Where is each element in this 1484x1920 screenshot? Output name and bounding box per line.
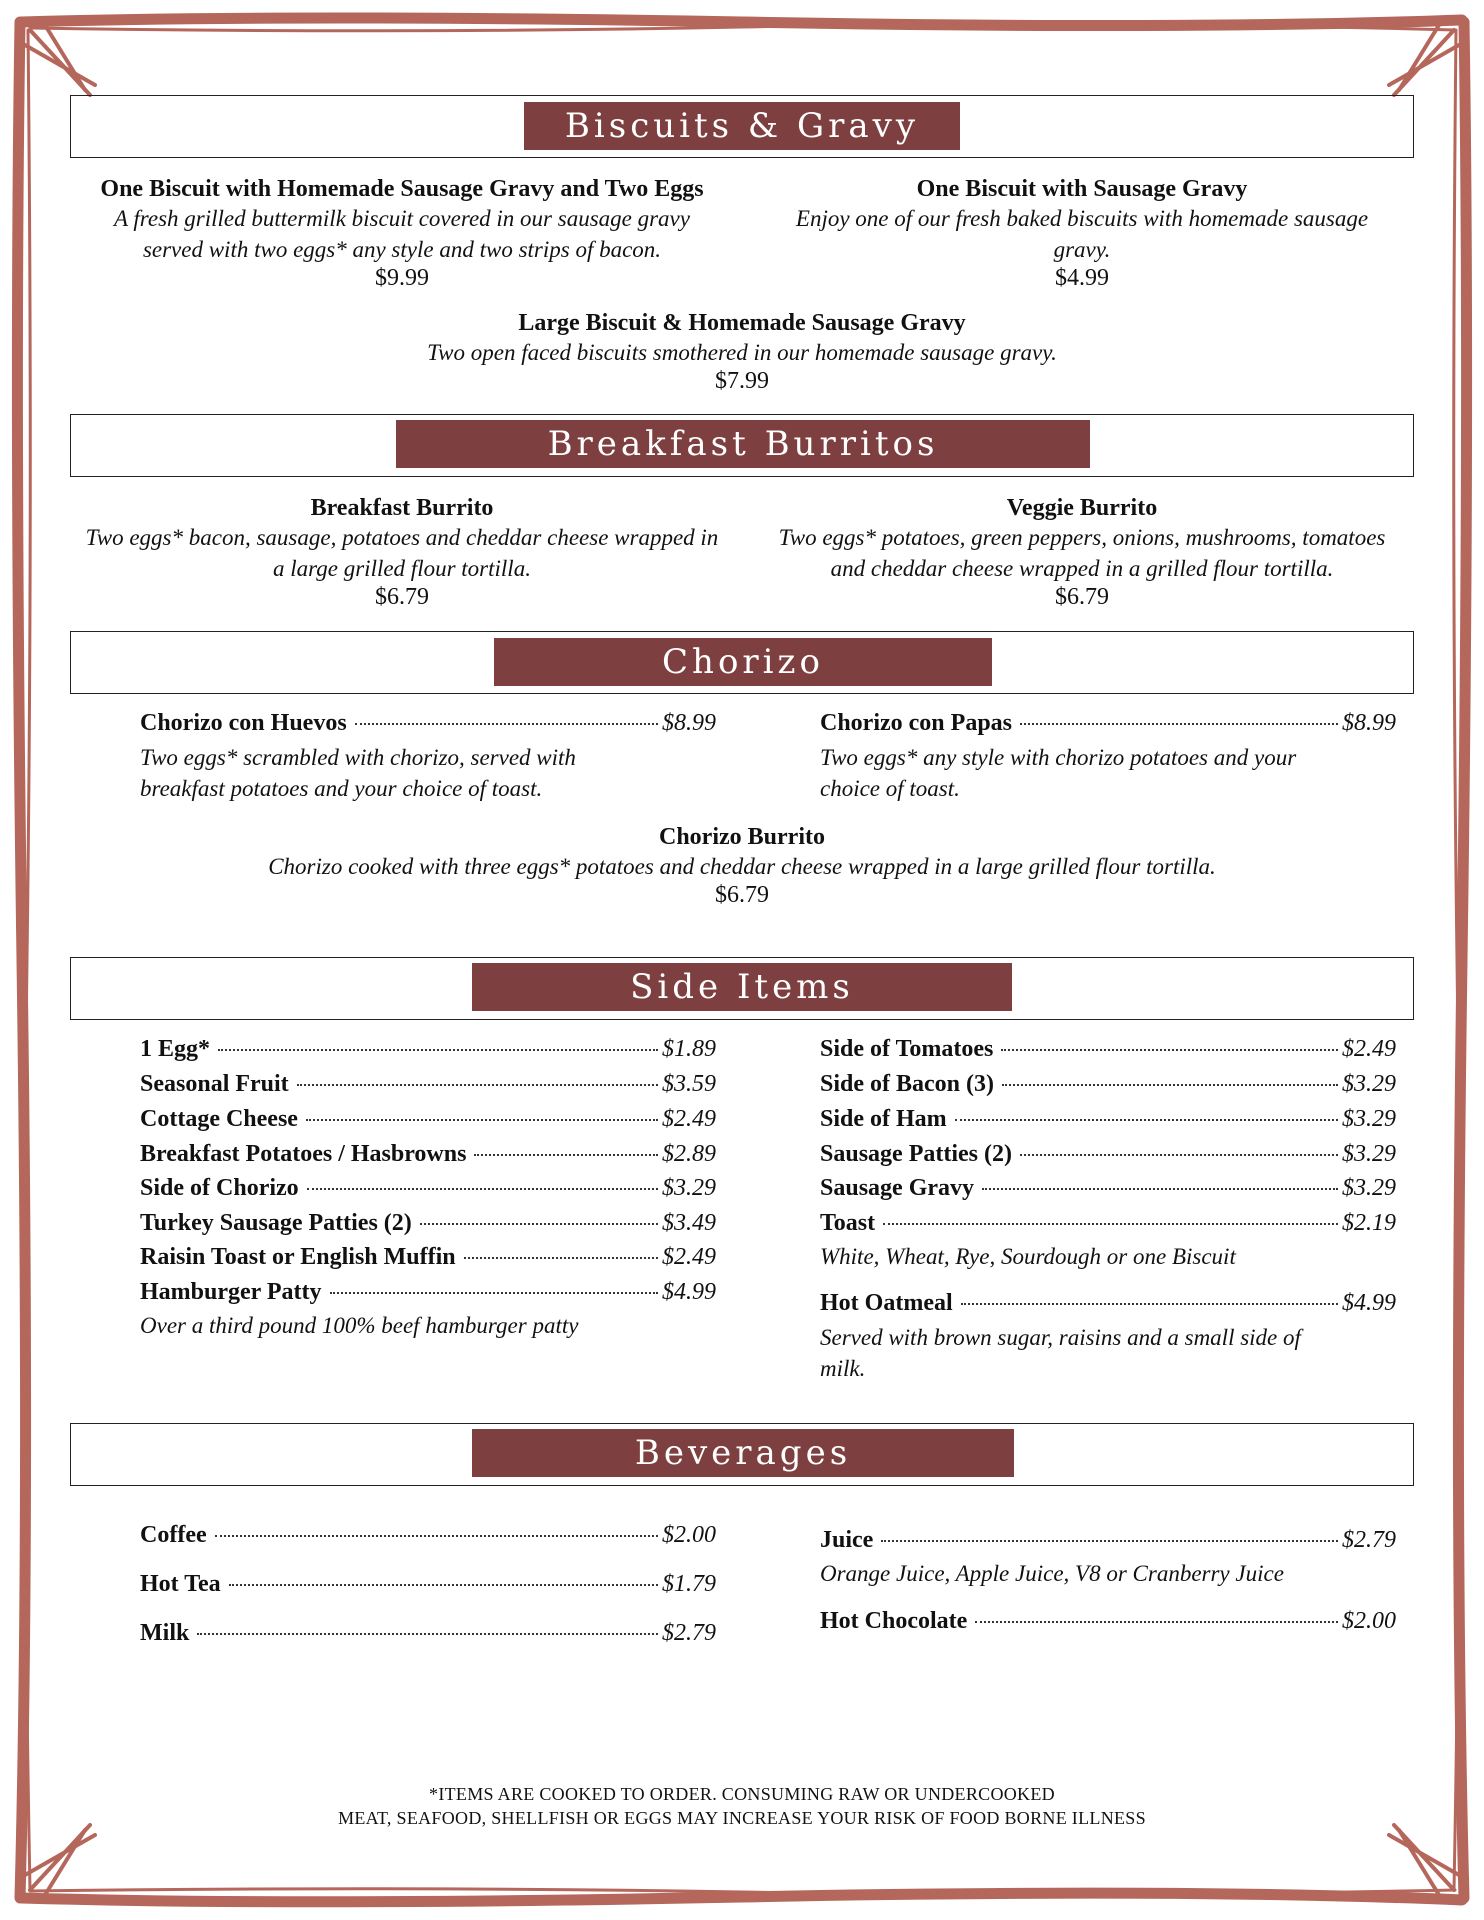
menu-row-hot-tea: [140, 1571, 716, 1598]
sides-section-title: Side Items: [472, 963, 1012, 1011]
dot-leader: [307, 1188, 658, 1190]
item-description: Enjoy one of our fresh baked biscuits with homemade sausage: [795, 206, 1369, 231]
item-name: Large Biscuit & Homemade Sausage Gravy: [518, 310, 966, 336]
item-price: $2.49: [1342, 1036, 1396, 1062]
dot-leader: [1020, 723, 1338, 725]
item-price: $3.29: [1342, 1071, 1396, 1097]
dot-leader: [330, 1292, 658, 1294]
item-name: Milk: [140, 1620, 190, 1646]
menu-row-side-chorizo: [140, 1175, 716, 1202]
menu-row-side-bacon: [820, 1071, 1396, 1098]
item-name: Sausage Gravy: [820, 1175, 975, 1201]
menu-item-veggie-burrito: [750, 495, 1414, 611]
menu-row-cottage-cheese: [140, 1106, 716, 1133]
item-description: and cheddar cheese wrapped in a grilled flour tortilla.: [830, 556, 1334, 581]
item-price: $3.29: [662, 1175, 716, 1201]
item-price: $8.99: [1342, 710, 1396, 736]
item-name: Hamburger Patty: [140, 1279, 322, 1305]
item-price: $2.49: [662, 1244, 716, 1270]
beverages-section-title: Beverages: [472, 1429, 1014, 1477]
item-name: Hot Chocolate: [820, 1608, 968, 1634]
menu-row-turkey-sausage: [140, 1210, 716, 1237]
item-description: Two eggs* scrambled with chorizo, served with: [140, 745, 576, 770]
item-price: $2.00: [1342, 1608, 1396, 1634]
dot-leader: [218, 1049, 658, 1051]
item-description: choice of toast.: [820, 776, 960, 801]
item-name: Side of Ham: [820, 1106, 947, 1132]
item-description: Served with brown sugar, raisins and a small side of: [820, 1325, 1301, 1350]
item-description: White, Wheat, Rye, Sourdough or one Biscuit: [820, 1244, 1236, 1269]
menu-row-chorizo-papas: [820, 710, 1396, 737]
item-price: $2.00: [662, 1522, 716, 1548]
menu-item-breakfast-burrito: [70, 495, 734, 611]
menu-row-seasonal-fruit: [140, 1071, 716, 1098]
item-name: Raisin Toast or English Muffin: [140, 1244, 456, 1270]
dot-leader: [215, 1535, 658, 1537]
item-price: $6.79: [715, 882, 769, 908]
item-description: Chorizo cooked with three eggs* potatoes and cheddar cheese wrapped in a large grilled flour tortilla.: [268, 854, 1216, 879]
menu-item-large-biscuit: [70, 310, 1414, 395]
item-price: $4.99: [1342, 1290, 1396, 1316]
menu-row-toast: [820, 1210, 1396, 1237]
dot-leader: [1020, 1154, 1338, 1156]
item-name: One Biscuit with Sausage Gravy: [916, 176, 1248, 202]
item-price: $2.79: [662, 1620, 716, 1646]
menu-row-chorizo-huevos: [140, 710, 716, 737]
menu-item-biscuit-gravy-eggs: [70, 176, 734, 292]
item-price: $3.29: [1342, 1175, 1396, 1201]
biscuits-section-title: Biscuits & Gravy: [524, 102, 960, 150]
item-name: Coffee: [140, 1522, 207, 1548]
item-name: Toast: [820, 1210, 876, 1236]
item-price: $2.49: [662, 1106, 716, 1132]
menu-row-egg: [140, 1036, 716, 1063]
dot-leader: [961, 1303, 1338, 1305]
footer-disclaimer-line1: *ITEMS ARE COOKED TO ORDER. CONSUMING RAW OR UNDERCOOKED: [429, 1784, 1055, 1804]
item-name: Chorizo Burrito: [659, 824, 825, 850]
item-price: $7.99: [715, 368, 769, 394]
item-name: Side of Tomatoes: [820, 1036, 994, 1062]
dot-leader: [1001, 1049, 1338, 1051]
dot-leader: [355, 723, 658, 725]
dot-leader: [955, 1119, 1338, 1121]
item-price: $1.89: [662, 1036, 716, 1062]
menu-item-biscuit-gravy: [750, 176, 1414, 292]
item-price: $3.29: [1342, 1106, 1396, 1132]
item-description: Two open faced biscuits smothered in our homemade sausage gravy.: [427, 340, 1057, 365]
dot-leader: [1002, 1084, 1338, 1086]
item-name: Chorizo con Huevos: [140, 710, 347, 736]
item-name: Hot Tea: [140, 1571, 221, 1597]
menu-row-sausage-patties: [820, 1141, 1396, 1168]
menu-row-side-ham: [820, 1106, 1396, 1133]
item-description: breakfast potatoes and your choice of toast.: [140, 776, 543, 801]
menu-row-sausage-gravy: [820, 1175, 1396, 1202]
item-name: Veggie Burrito: [1006, 495, 1158, 521]
item-name: Side of Chorizo: [140, 1175, 299, 1201]
menu-row-hot-chocolate: [820, 1608, 1396, 1635]
item-price: $6.79: [375, 584, 429, 610]
item-description: Two eggs* any style with chorizo potatoes and your: [820, 745, 1297, 770]
menu-row-milk: [140, 1620, 716, 1647]
item-price: $4.99: [662, 1279, 716, 1305]
menu-row-juice: [820, 1527, 1396, 1554]
item-price: $4.99: [1055, 265, 1109, 291]
item-name: Breakfast Burrito: [310, 495, 494, 521]
item-name: Chorizo con Papas: [820, 710, 1012, 736]
item-description: milk.: [820, 1356, 866, 1381]
dot-leader: [306, 1119, 658, 1121]
menu-row-breakfast-potatoes: [140, 1141, 716, 1168]
item-description: Orange Juice, Apple Juice, V8 or Cranberry Juice: [820, 1561, 1284, 1586]
item-name: Side of Bacon (3): [820, 1071, 994, 1097]
item-price: $3.29: [1342, 1141, 1396, 1167]
item-price: $9.99: [375, 265, 429, 291]
menu-row-raisin-toast: [140, 1244, 716, 1271]
item-description: Over a third pound 100% beef hamburger patty: [140, 1313, 579, 1338]
item-description: A fresh grilled buttermilk biscuit covered in our sausage gravy: [114, 206, 690, 231]
menu-row-side-tomatoes: [820, 1036, 1396, 1063]
footer-disclaimer-line2: MEAT, SEAFOOD, SHELLFISH OR EGGS MAY INCREASE YOUR RISK OF FOOD BORNE ILLNESS: [338, 1808, 1146, 1828]
item-name: Sausage Patties (2): [820, 1141, 1012, 1167]
dot-leader: [297, 1084, 658, 1086]
item-price: $6.79: [1055, 584, 1109, 610]
item-description: gravy.: [1053, 237, 1111, 262]
item-price: $8.99: [662, 710, 716, 736]
item-name: Breakfast Potatoes / Hasbrowns: [140, 1141, 467, 1167]
item-price: $2.19: [1342, 1210, 1396, 1236]
dot-leader: [883, 1223, 1338, 1225]
menu-item-chorizo-burrito: [70, 824, 1414, 909]
item-description: served with two eggs* any style and two strips of bacon.: [142, 237, 662, 262]
dot-leader: [982, 1188, 1338, 1190]
item-name: Turkey Sausage Patties (2): [140, 1210, 412, 1236]
item-description: a large grilled flour tortilla.: [273, 556, 531, 581]
item-price: $3.59: [662, 1071, 716, 1097]
item-name: 1 Egg*: [140, 1036, 211, 1062]
item-name: Cottage Cheese: [140, 1106, 298, 1132]
item-description: Two eggs* potatoes, green peppers, onions, mushrooms, tomatoes: [778, 525, 1386, 550]
menu-row-coffee: [140, 1522, 716, 1549]
burritos-section-title: Breakfast Burritos: [396, 420, 1090, 468]
menu-row-hamburger-patty: [140, 1279, 716, 1306]
item-name: Hot Oatmeal: [820, 1290, 953, 1316]
item-name: One Biscuit with Homemade Sausage Gravy and Two Eggs: [100, 176, 704, 202]
dot-leader: [881, 1540, 1338, 1542]
item-name: Seasonal Fruit: [140, 1071, 289, 1097]
item-price: $2.79: [1342, 1527, 1396, 1553]
item-price: $3.49: [662, 1210, 716, 1236]
item-name: Juice: [820, 1527, 874, 1553]
chorizo-section-title: Chorizo: [494, 638, 992, 686]
dot-leader: [474, 1154, 658, 1156]
dot-leader: [464, 1257, 658, 1259]
dot-leader: [197, 1633, 658, 1635]
item-description: Two eggs* bacon, sausage, potatoes and cheddar cheese wrapped in: [85, 525, 719, 550]
item-price: $1.79: [662, 1571, 716, 1597]
dot-leader: [420, 1223, 658, 1225]
menu-row-hot-oatmeal: [820, 1290, 1396, 1317]
dot-leader: [229, 1584, 658, 1586]
dot-leader: [975, 1621, 1338, 1623]
item-price: $2.89: [662, 1141, 716, 1167]
